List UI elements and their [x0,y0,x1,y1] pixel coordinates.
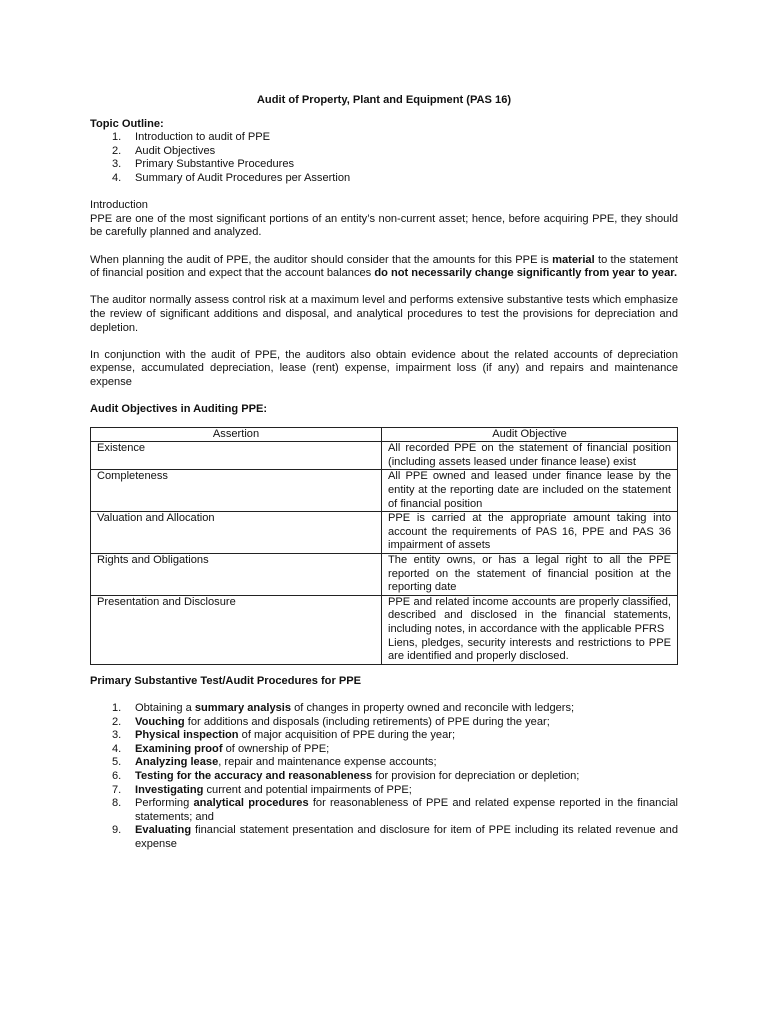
list-text-bold: summary analysis [194,701,292,714]
list-text-bold: Analyzing lease [135,756,219,769]
table-row [91,470,678,512]
list-item [90,716,678,730]
introduction-heading: Introduction [90,199,148,212]
procedures-heading: Primary Substantive Test/Audit Procedures for PPE [90,674,362,687]
intro-p2-bold-material: material [552,253,595,266]
intro-p2-text-c: to the statement of financial position and expect that the account balances [90,253,678,280]
list-text: Introduction to audit of PPE [135,131,271,144]
list-number: 3. [112,729,122,742]
list-number: 8. [112,797,122,810]
intro-paragraph-3: The auditor normally assess control risk at a maximum level and performs extensive substantive tests which emphasize the review of significant additions and disposal, and analytical procedures to test the provisions for depreciation and depletion. [90,294,678,334]
list-text-post: for reasonableness of PPE and related expense reported in the financial statements; and [135,797,678,823]
table-header-row [91,427,678,442]
list-text-bold: Physical inspection [135,729,239,742]
list-text-post: of major acquisition of PPE during the year; [238,729,456,742]
list-item [90,702,678,716]
assertion-cell: Rights and Obligations [91,554,382,596]
list-number: 4. [112,742,122,755]
intro-p2-text-a: When planning the audit of PPE, the auditor should consider that the amounts for this PPE is [90,253,553,266]
list-item [90,756,678,770]
list-number: 9. [112,824,122,837]
list-text-bold: Vouching [135,715,185,728]
list-number: 2. [112,715,122,728]
list-item [90,158,678,172]
assertion-cell: Existence [91,442,382,470]
objective-cell: PPE is carried at the appropriate amount taking into account the requirements of PAS 16, PPE and PAS 36 impairment of assets [382,512,678,554]
procedures-section [90,675,678,852]
list-text-bold: Examining proof [135,742,223,755]
list-number: 6. [112,769,122,782]
list-number: 3. [112,158,122,171]
list-text-post: for provision for depreciation or depletion; [372,769,580,782]
intro-p2-bold-change: do not necessarily change significantly from year to year. [374,267,678,280]
table-row [91,442,678,470]
list-text-post: current and potential impairments of PPE; [203,783,412,796]
list-number: 5. [112,756,122,769]
topic-outline-list [90,131,678,185]
list-item [90,729,678,743]
list-number: 4. [112,171,122,184]
list-item [90,784,678,798]
list-text-bold: Investigating [135,783,204,796]
list-text: Primary Substantive Procedures [135,158,295,171]
objective-cell: All recorded PPE on the statement of financial position (including assets leased under finance lease) exist [382,442,678,470]
objective-cell [382,595,678,664]
audit-objectives-heading: Audit Objectives in Auditing PPE: [90,403,268,416]
objective-cell: The entity owns, or has a legal right to all the PPE reported on the statement of financial position at the reporting date [382,554,678,596]
list-text: Audit Objectives [135,144,216,157]
list-item [90,743,678,757]
audit-objectives-section [90,403,678,665]
list-item [90,824,678,851]
list-item [90,797,678,824]
list-number: 7. [112,783,122,796]
column-header-audit-objective: Audit Objective [382,427,678,442]
column-header-assertion: Assertion [91,427,382,442]
list-item [90,145,678,159]
table-row [91,512,678,554]
list-number: 2. [112,144,122,157]
topic-outline-heading: Topic Outline: [90,117,164,130]
list-text-bold: Evaluating [135,824,192,837]
list-number: 1. [112,131,122,144]
intro-paragraph-2 [90,254,678,281]
topic-outline [90,118,678,186]
intro-paragraph-4: In conjunction with the audit of PPE, the auditors also obtain evidence about the related accounts of depreciation expense, accumulated depreciation, lease (rent) expense, impairment loss (if any) and repairs and maintenance expense [90,348,678,388]
list-text: Summary of Audit Procedures per Assertion [135,171,351,184]
list-text-post: of changes in property owned and reconcile with ledgers; [291,701,575,714]
introduction-section [90,199,678,389]
list-text-post: of ownership of PPE; [222,742,330,755]
table-row [91,595,678,664]
assertion-cell: Valuation and Allocation [91,512,382,554]
list-text-bold: Testing for the accuracy and reasonableness [135,769,373,782]
list-text-post: for additions and disposals (including retirements) of PPE during the year; [184,715,550,728]
list-text-bold: analytical procedures [193,797,309,810]
objective-text: PPE and related income accounts are properly classified, described and disclosed in the financial statements, including notes, in accordance with the applicable PFRS [388,595,671,635]
audit-objectives-table [90,427,678,665]
list-text-pre: Obtaining a [135,701,195,714]
list-number: 1. [112,701,122,714]
procedures-list [90,702,678,852]
list-item [90,131,678,145]
assertion-cell: Completeness [91,470,382,512]
list-item [90,172,678,186]
assertion-cell: Presentation and Disclosure [91,595,382,664]
objective-text-secondary: Liens, pledges, security interests and restrictions to PPE are identified and properly disclosed. [388,636,671,663]
table-row [91,554,678,596]
list-text-pre: Performing [135,797,194,810]
list-item [90,770,678,784]
document-title: Audit of Property, Plant and Equipment (PAS 16) [256,94,512,106]
objective-cell: All PPE owned and leased under finance lease by the entity at the reporting date are included on the statement of financial position [382,470,678,512]
list-text-post: financial statement presentation and disclosure for item of PPE including its related revenue and expense [135,824,678,850]
list-text-post: , repair and maintenance expense accounts; [218,756,437,769]
intro-paragraph-1: PPE are one of the most significant portions of an entity’s non-current asset; hence, before acquiring PPE, they should be carefully planned and analyzed. [90,212,678,239]
